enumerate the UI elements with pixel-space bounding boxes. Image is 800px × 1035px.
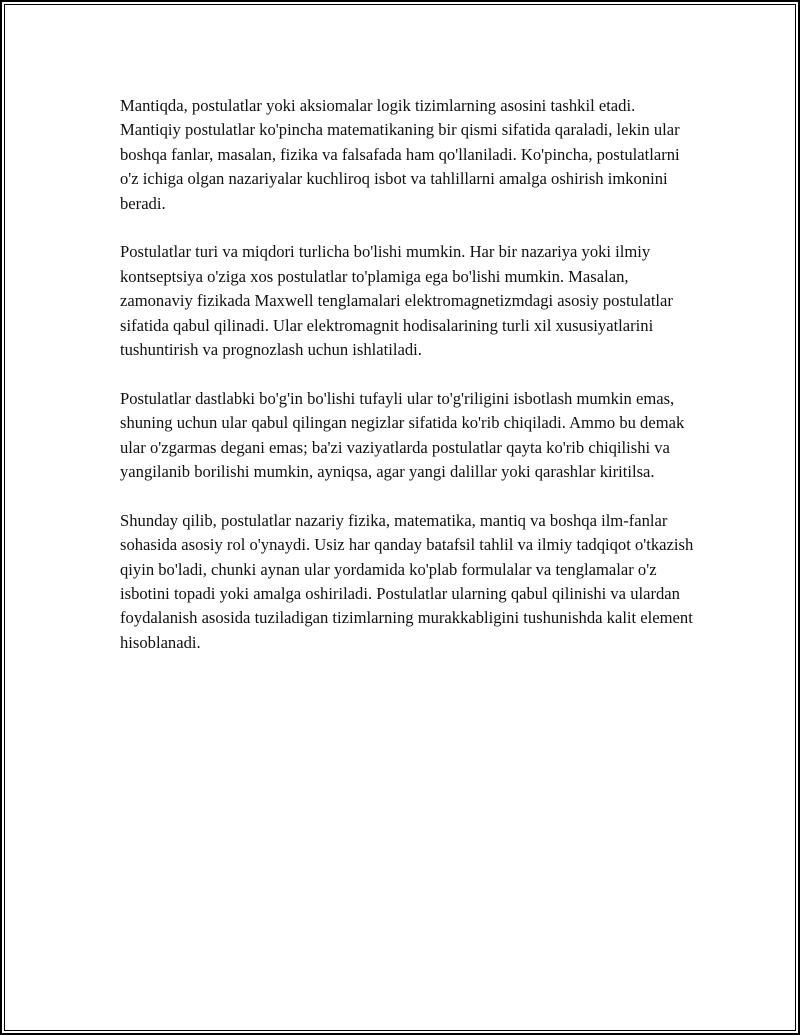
paragraph-4: Shunday qilib, postulatlar nazariy fizika, matematika, mantiq va boshqa ilm-fanlar sohasida asosiy rol o'ynaydi. Usiz har qanday batafsil tahlil va ilmiy tadqiqot o'tkazish qiyin bo'ladi, chunki aynan ular yordamida ko'plab formulalar va tenglamalar o'z isbotini topadi yoki amalga oshiriladi. Postulatlar ularning qabul qilinishi va ulardan foydalanish asosida tuziladigan tizimlarning murakkabligini tushunishda kalit element hisoblanadi.: [120, 510, 694, 652]
paragraph-1: Mantiqda, postulatlar yoki aksiomalar logik tizimlarning asosini tashkil etadi. Mantiqiy postulatlar ko'pincha matematikaning bir qismi sifatida qaraladi, lekin ular boshqa fanlar, masalan, fizika va falsafada ham qo'llaniladi. Ko'pincha, postulatlarni o'z ichiga olgan nazariyalar kuchliroq isbot va tahlillarni amalga oshirish imkonini beradi.: [120, 96, 680, 213]
document-body: [120, 94, 698, 680]
paragraph-2: Postulatlar turi va miqdori turlicha bo'lishi mumkin. Har bir nazariya yoki ilmiy kontseptsiya o'ziga xos postulatlar to'plamiga ega bo'lishi mumkin. Masalan, zamonaviy fizikada Maxwell tenglamalari elektromagnetizmdagi asosiy postulatlar sifatida qabul qilinadi. Ular elektromagnit hodisalarining turli xil xususiyatlarini tushuntirish va prognozlash uchun ishlatiladi.: [120, 242, 673, 360]
paragraph-3: Postulatlar dastlabki bo'g'in bo'lishi tufayli ular to'g'riligini isbotlash mumkin emas, shuning uchun ular qabul qilingan negizlar sifatida ko'rib chiqiladi. Ammo bu demak ular o'zgarmas degani emas; ba'zi vaziyatlarda postulatlar qayta ko'rib chiqilishi va yangilanib borilishi mumkin, ayniqsa, agar yangi dalillar yoki qarashlar kiritilsa.: [120, 388, 685, 482]
